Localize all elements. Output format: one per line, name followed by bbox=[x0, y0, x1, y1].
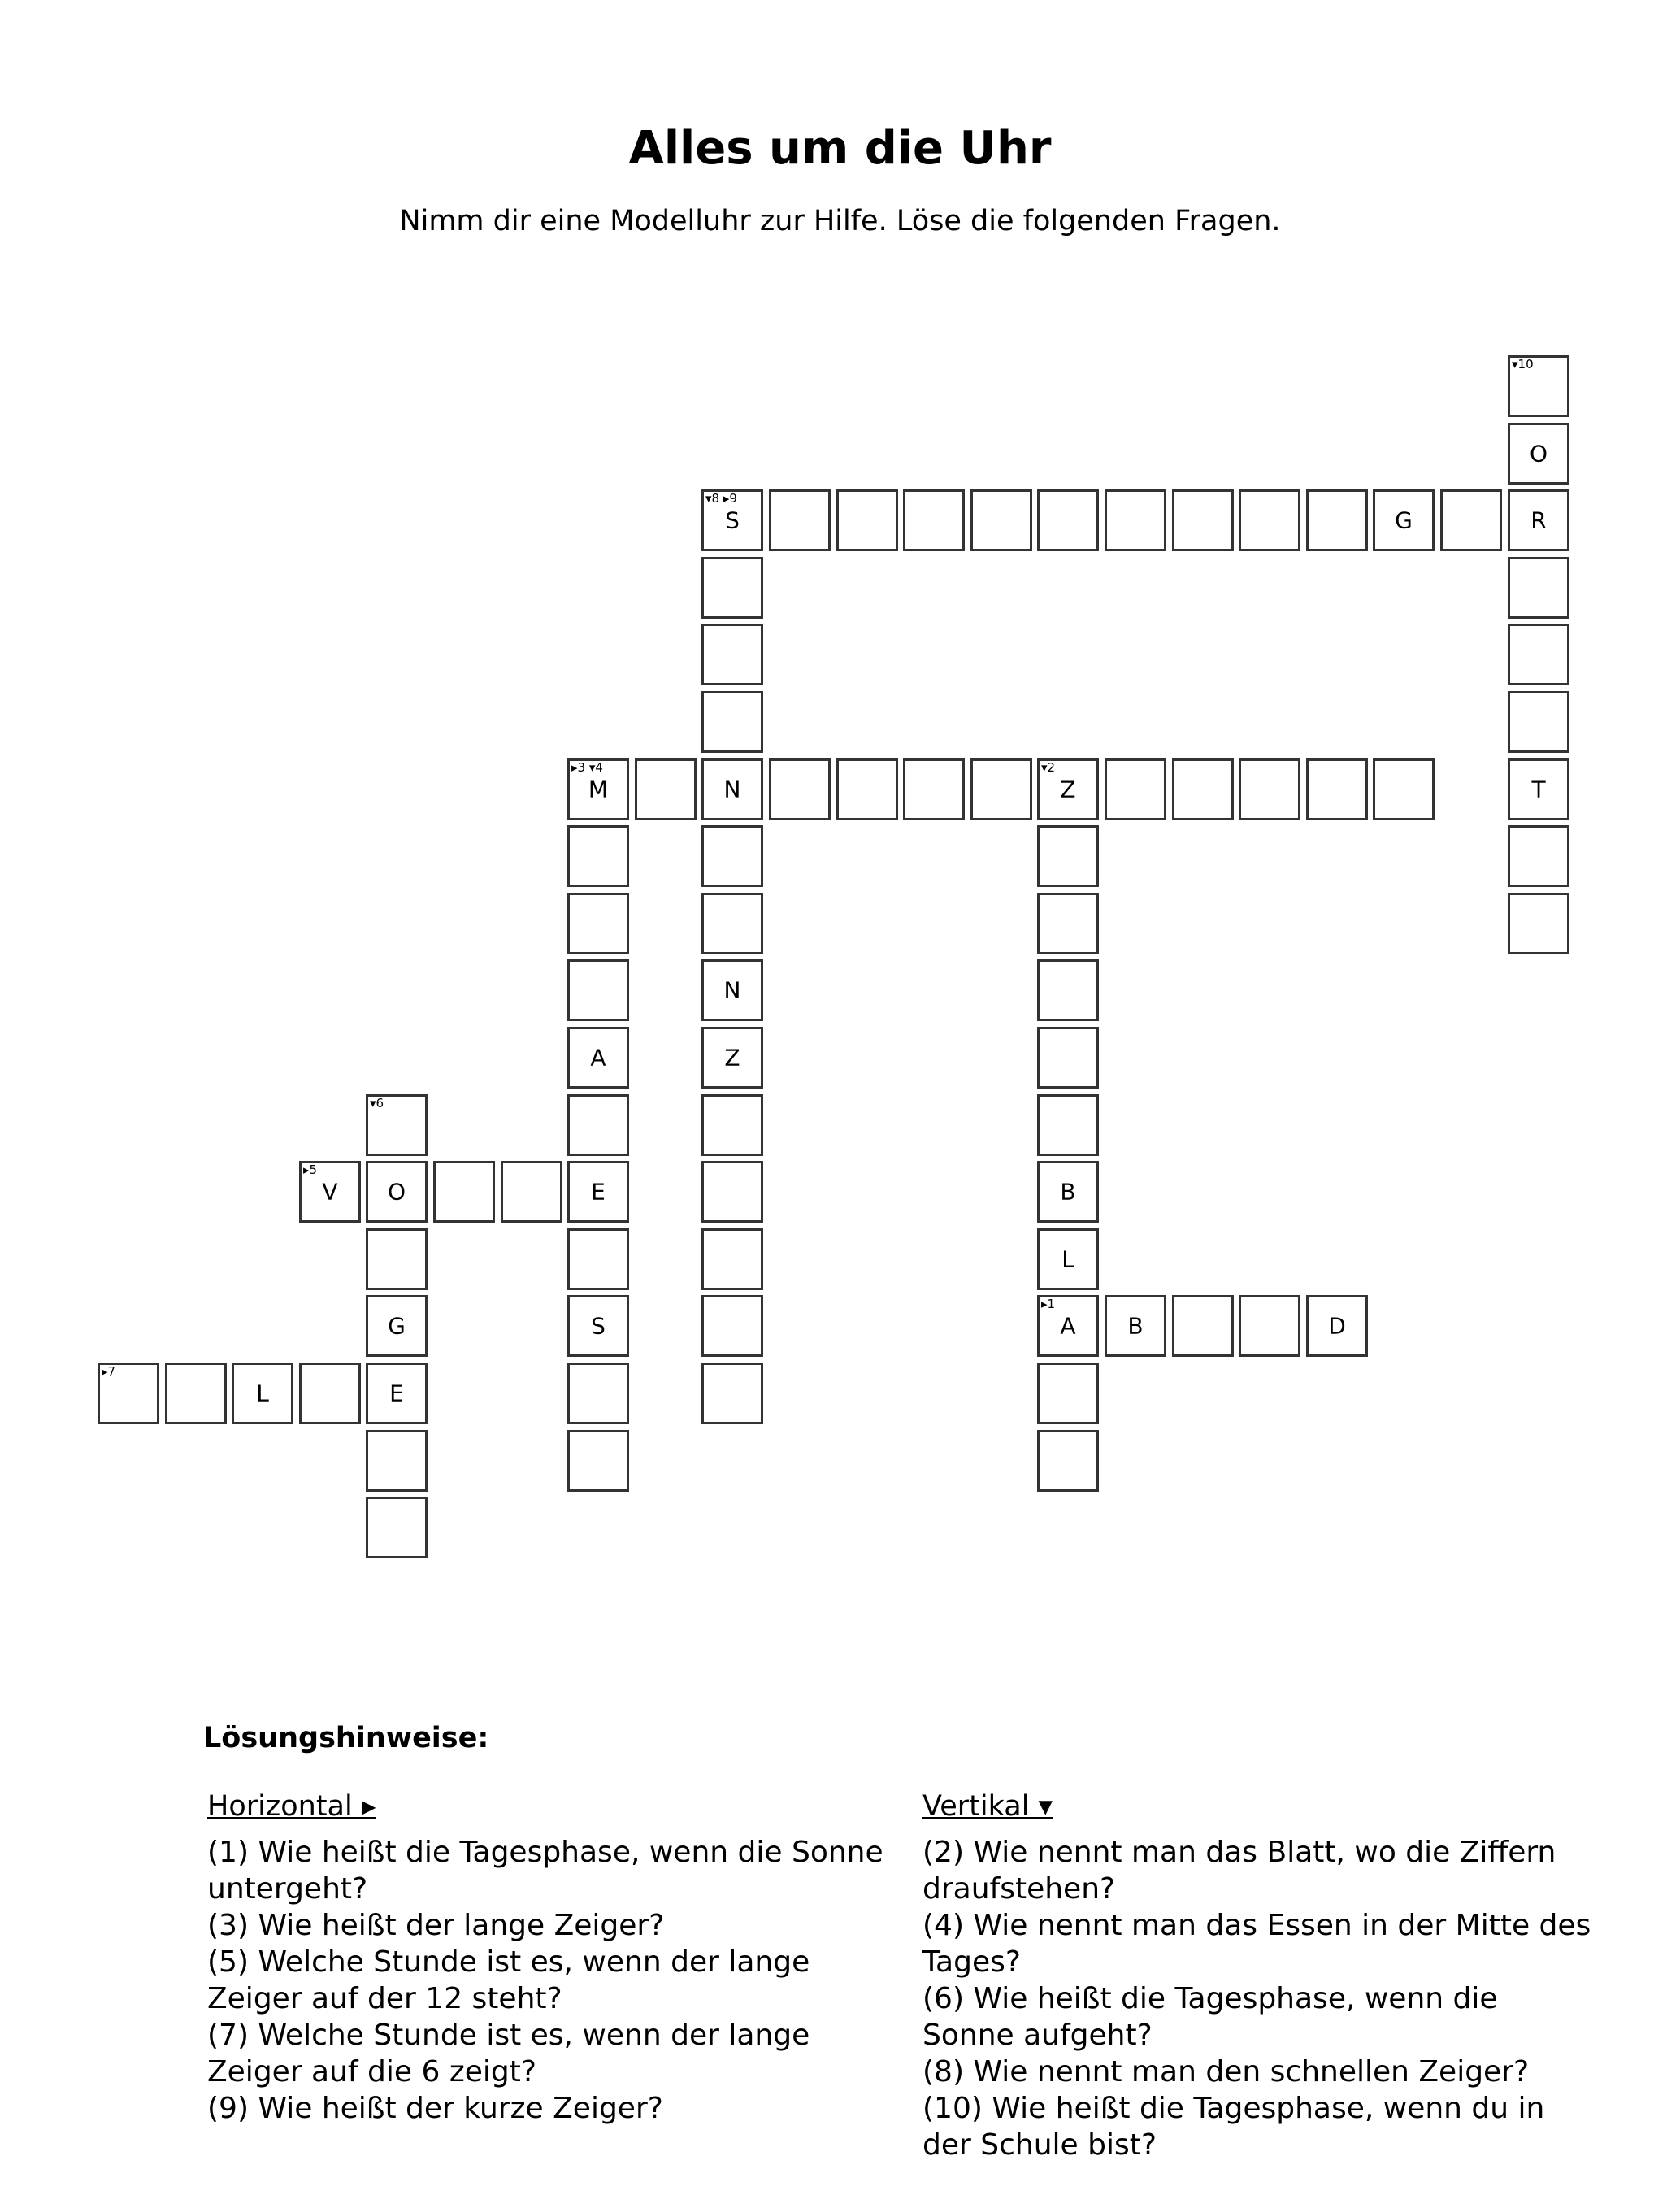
clue-number: ▾10 bbox=[1512, 357, 1534, 372]
crossword-cell[interactable] bbox=[433, 1161, 495, 1223]
cell-letter: G bbox=[388, 1312, 406, 1340]
crossword-cell[interactable] bbox=[1037, 1295, 1099, 1357]
crossword-cell[interactable] bbox=[567, 1228, 629, 1290]
crossword-cell[interactable] bbox=[1172, 489, 1234, 551]
clue-1: (1) Wie heißt die Tagesphase, wenn die Sonne untergeht? bbox=[207, 1836, 883, 1906]
cell-letter: S bbox=[725, 506, 740, 534]
crossword-cell[interactable] bbox=[1306, 489, 1368, 551]
cell-letter: T bbox=[1531, 776, 1546, 803]
crossword-cell[interactable] bbox=[1037, 893, 1099, 954]
cell-letter: N bbox=[723, 976, 741, 1004]
crossword-cell[interactable] bbox=[1306, 1295, 1368, 1357]
crossword-cell[interactable] bbox=[1037, 1430, 1099, 1492]
cell-letter: B bbox=[1127, 1312, 1144, 1340]
cell-letter: R bbox=[1530, 506, 1547, 534]
crossword-cell[interactable] bbox=[635, 758, 697, 820]
crossword-cell[interactable] bbox=[1239, 489, 1300, 551]
crossword-cell[interactable] bbox=[1440, 489, 1502, 551]
clue-number: ▸3 ▾4 bbox=[571, 760, 603, 775]
crossword-cell[interactable] bbox=[1508, 423, 1569, 485]
crossword-cell[interactable] bbox=[1508, 624, 1569, 685]
crossword-cell[interactable] bbox=[366, 1497, 428, 1558]
crossword-cell[interactable] bbox=[366, 1161, 428, 1223]
crossword-cell[interactable] bbox=[567, 1027, 629, 1089]
crossword-cell[interactable] bbox=[1172, 1295, 1234, 1357]
cell-letter: L bbox=[256, 1380, 269, 1407]
crossword-cell[interactable] bbox=[1508, 557, 1569, 619]
crossword-cell[interactable] bbox=[567, 1094, 629, 1156]
crossword-cell[interactable] bbox=[1105, 489, 1166, 551]
crossword-cell[interactable] bbox=[1037, 1094, 1099, 1156]
crossword-cell[interactable] bbox=[1105, 1295, 1166, 1357]
crossword-cell[interactable] bbox=[701, 959, 763, 1021]
crossword-cell[interactable] bbox=[567, 893, 629, 954]
crossword-cell[interactable] bbox=[769, 489, 831, 551]
cell-letter: A bbox=[590, 1044, 606, 1071]
crossword-cell[interactable] bbox=[701, 1295, 763, 1357]
crossword-cell[interactable] bbox=[567, 825, 629, 887]
clue-10: (10) Wie heißt die Tagesphase, wenn du in der Schule bist? bbox=[922, 2092, 1545, 2162]
cell-letter: Z bbox=[724, 1044, 740, 1071]
clue-number: ▸5 bbox=[303, 1163, 318, 1177]
crossword-cell[interactable] bbox=[701, 1094, 763, 1156]
crossword-cell[interactable] bbox=[98, 1363, 159, 1424]
crossword-cell[interactable] bbox=[701, 1228, 763, 1290]
crossword-cell[interactable] bbox=[1037, 825, 1099, 887]
crossword-cell[interactable] bbox=[903, 489, 965, 551]
clue-number: ▾2 bbox=[1041, 760, 1056, 775]
crossword-cell[interactable] bbox=[366, 1228, 428, 1290]
crossword-cell[interactable] bbox=[1508, 691, 1569, 753]
crossword-cell[interactable] bbox=[1037, 1027, 1099, 1089]
crossword-cell[interactable] bbox=[1508, 825, 1569, 887]
cell-letter: E bbox=[591, 1178, 606, 1206]
cell-letter: S bbox=[591, 1312, 606, 1340]
clue-7: (7) Welche Stunde ist es, wenn der lange Zeiger auf die 6 zeigt? bbox=[207, 2019, 810, 2089]
clue-2: (2) Wie nennt man das Blatt, wo die Ziffern draufstehen? bbox=[922, 1836, 1556, 1906]
cell-letter: D bbox=[1328, 1312, 1346, 1340]
crossword-cell[interactable] bbox=[299, 1363, 361, 1424]
clue-number: ▾6 bbox=[370, 1096, 384, 1111]
crossword-cell[interactable] bbox=[1037, 1228, 1099, 1290]
clue-9: (9) Wie heißt der kurze Zeiger? bbox=[207, 2092, 663, 2125]
crossword-cell[interactable] bbox=[1508, 893, 1569, 954]
crossword-cell[interactable] bbox=[567, 959, 629, 1021]
clue-4: (4) Wie nennt man das Essen in der Mitte des Tages? bbox=[922, 1909, 1591, 1979]
crossword-cell[interactable] bbox=[1037, 1161, 1099, 1223]
crossword-cell[interactable] bbox=[970, 758, 1032, 820]
clue-8: (8) Wie nennt man den schnellen Zeiger? bbox=[922, 2055, 1530, 2089]
crossword-cell[interactable] bbox=[836, 489, 898, 551]
clue-number: ▸7 bbox=[102, 1364, 116, 1379]
crossword-cell[interactable] bbox=[769, 758, 831, 820]
crossword-cell[interactable] bbox=[903, 758, 965, 820]
crossword-cell[interactable] bbox=[1306, 758, 1368, 820]
crossword-cell[interactable] bbox=[567, 1363, 629, 1424]
clue-5: (5) Welche Stunde ist es, wenn der lange Zeiger auf der 12 steht? bbox=[207, 1945, 810, 2015]
crossword-cell[interactable] bbox=[1105, 758, 1166, 820]
crossword-cell[interactable] bbox=[701, 758, 763, 820]
crossword-cell[interactable] bbox=[1373, 758, 1435, 820]
crossword-cell[interactable] bbox=[970, 489, 1032, 551]
cell-letter: O bbox=[387, 1178, 406, 1206]
crossword-cell[interactable] bbox=[299, 1161, 361, 1223]
vertical-heading: Vertikal ▾ bbox=[922, 1790, 1053, 1823]
crossword-cell[interactable] bbox=[567, 1430, 629, 1492]
hints-heading: Lösungshinweise: bbox=[203, 1722, 489, 1754]
vertical-clues bbox=[922, 1789, 1597, 2163]
crossword-cell[interactable] bbox=[1239, 758, 1300, 820]
clue-3: (3) Wie heißt der lange Zeiger? bbox=[207, 1909, 665, 1942]
crossword-cell[interactable] bbox=[701, 825, 763, 887]
crossword-cell[interactable] bbox=[232, 1363, 293, 1424]
cell-letter: Z bbox=[1060, 776, 1076, 803]
crossword-cell[interactable] bbox=[165, 1363, 227, 1424]
clue-number: ▸1 bbox=[1041, 1297, 1056, 1311]
crossword-cell[interactable] bbox=[701, 691, 763, 753]
instructions: Nimm dir eine Modelluhr zur Hilfe. Löse die folgenden Fragen. bbox=[399, 205, 1281, 237]
cell-letter: V bbox=[322, 1178, 338, 1206]
crossword-cell[interactable] bbox=[701, 489, 763, 551]
crossword-cell[interactable] bbox=[366, 1295, 428, 1357]
crossword-cell[interactable] bbox=[1037, 959, 1099, 1021]
cell-letter: M bbox=[588, 776, 609, 803]
crossword-cell[interactable] bbox=[366, 1430, 428, 1492]
cell-letter: A bbox=[1060, 1312, 1076, 1340]
clue-number: ▾8 ▸9 bbox=[705, 491, 737, 506]
crossword-cell[interactable] bbox=[1508, 355, 1569, 417]
crossword-cell[interactable] bbox=[701, 1027, 763, 1089]
cell-letter: L bbox=[1061, 1245, 1074, 1273]
crossword-cell[interactable] bbox=[701, 893, 763, 954]
crossword-cell[interactable] bbox=[567, 1295, 629, 1357]
cell-letter: O bbox=[1529, 440, 1548, 467]
crossword-cell[interactable] bbox=[701, 1363, 763, 1424]
crossword-cell[interactable] bbox=[501, 1161, 562, 1223]
crossword-cell[interactable] bbox=[1373, 489, 1435, 551]
crossword-cell[interactable] bbox=[1037, 489, 1099, 551]
horizontal-clues bbox=[207, 1789, 906, 2127]
crossword-cell[interactable] bbox=[701, 1161, 763, 1223]
horizontal-heading: Horizontal ▸ bbox=[207, 1790, 376, 1823]
clue-6: (6) Wie heißt die Tagesphase, wenn die Sonne aufgeht? bbox=[922, 1982, 1498, 2052]
cell-letter: N bbox=[723, 776, 741, 803]
page-title: Alles um die Uhr bbox=[628, 122, 1052, 175]
cell-letter: G bbox=[1395, 506, 1413, 534]
crossword-cell[interactable] bbox=[1037, 1363, 1099, 1424]
cell-letter: B bbox=[1060, 1178, 1076, 1206]
crossword-cell[interactable] bbox=[701, 624, 763, 685]
crossword-cell[interactable] bbox=[366, 1363, 428, 1424]
crossword-cell[interactable] bbox=[1172, 758, 1234, 820]
crossword-cell[interactable] bbox=[567, 758, 629, 820]
crossword-cell[interactable] bbox=[567, 1161, 629, 1223]
cell-letter: E bbox=[389, 1380, 404, 1407]
crossword-cell[interactable] bbox=[1037, 758, 1099, 820]
crossword-cell[interactable] bbox=[1508, 758, 1569, 820]
crossword-cell[interactable] bbox=[1508, 489, 1569, 551]
crossword-cell[interactable] bbox=[836, 758, 898, 820]
crossword-cell[interactable] bbox=[701, 557, 763, 619]
crossword-cell[interactable] bbox=[1239, 1295, 1300, 1357]
crossword-cell[interactable] bbox=[366, 1094, 428, 1156]
